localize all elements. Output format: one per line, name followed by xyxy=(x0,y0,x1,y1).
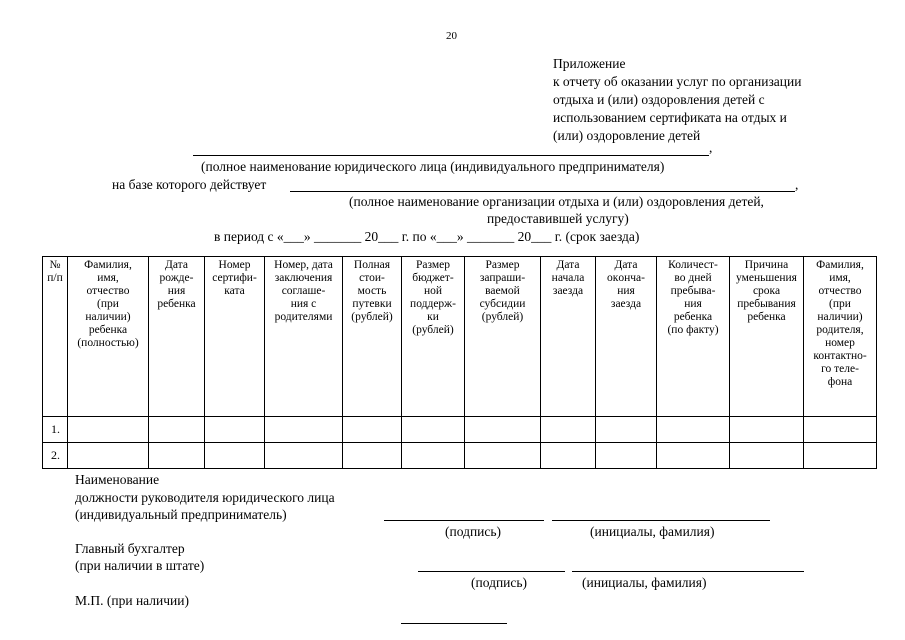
accountant-initials-line[interactable] xyxy=(572,571,804,572)
table-cell[interactable] xyxy=(730,443,804,469)
appendix-line: отдыха и (или) оздоровления детей с xyxy=(553,92,765,107)
table-cell[interactable] xyxy=(596,443,657,469)
table-cell[interactable] xyxy=(402,417,465,443)
head-signature-line[interactable] xyxy=(384,520,544,521)
base-label: на базе которого действует xyxy=(112,177,267,192)
base-organization-line[interactable] xyxy=(290,191,795,192)
column-header: Дата oкoнча- ния заезда xyxy=(596,257,657,417)
table-cell[interactable] xyxy=(68,417,149,443)
column-header: Фамилия, имя, отчество (при наличии) ребенка (полностью) xyxy=(68,257,149,417)
base-line-comma: , xyxy=(795,177,799,192)
column-header: Дата начала заезда xyxy=(541,257,596,417)
table-header-row xyxy=(43,257,877,417)
table-cell[interactable] xyxy=(265,417,343,443)
column-header: Номер сертифи- ката xyxy=(205,257,265,417)
table-cell[interactable] xyxy=(205,417,265,443)
report-table xyxy=(42,256,877,469)
column-header: Количест- во дней пребыва- ния ребенка (по факту) xyxy=(657,257,730,417)
table-cell[interactable] xyxy=(343,417,402,443)
column-header: Причина уменьшения срока пребывания ребенка xyxy=(730,257,804,417)
table-cell[interactable] xyxy=(804,443,877,469)
table-cell[interactable] xyxy=(343,443,402,469)
column-header: Номер, дата заключения соглаше- ния с родителями xyxy=(265,257,343,417)
row-number: 2. xyxy=(43,443,68,469)
column-header: Дата рожде- ния ребенка xyxy=(149,257,205,417)
entity-name-line[interactable] xyxy=(193,155,709,156)
head-signature-caption: (подпись) xyxy=(445,524,502,539)
table-cell[interactable] xyxy=(657,417,730,443)
column-header: Размер запраши- ваемой субсидии (рублей) xyxy=(465,257,541,417)
head-position-title: Наименование xyxy=(75,472,160,487)
appendix-title: Приложение xyxy=(553,56,626,71)
table-cell[interactable] xyxy=(657,443,730,469)
table-cell[interactable] xyxy=(730,417,804,443)
table-cell[interactable] xyxy=(596,417,657,443)
entity-line-comma: , xyxy=(709,140,713,155)
base-caption-line1: (полное наименование организации отдыха и (или) оздоровления детей, xyxy=(349,194,764,209)
table-cell[interactable] xyxy=(265,443,343,469)
row-number: 1. xyxy=(43,417,68,443)
accountant-initials-caption: (инициалы, фамилия) xyxy=(582,575,707,590)
table-cell[interactable] xyxy=(804,417,877,443)
entity-caption: (полное наименование юридического лица (индивидуального предпринимателя) xyxy=(201,159,665,174)
period-line: в период с «___» _______ 20___ г. по «___» _______ 20___ г. (срок заезда) xyxy=(214,229,640,244)
appendix-line: к отчету об оказании услуг по организации xyxy=(553,74,802,89)
column-header: Размер бюджет- ной поддерж- ки (рублей) xyxy=(402,257,465,417)
appendix-line: использованием сертификата на отдых и xyxy=(553,110,787,125)
page-number: 20 xyxy=(446,30,457,42)
head-initials-line[interactable] xyxy=(552,520,770,521)
appendix-block xyxy=(553,55,801,145)
table-cell[interactable] xyxy=(541,443,596,469)
table-cell[interactable] xyxy=(205,443,265,469)
table-row xyxy=(43,443,877,469)
stamp-label: М.П. (при наличии) xyxy=(75,593,189,608)
base-caption-line2: предоставившей услугу) xyxy=(487,211,629,226)
head-position-title: должности руководителя юридического лица xyxy=(75,490,335,505)
table-cell[interactable] xyxy=(68,443,149,469)
bottom-rule xyxy=(401,623,507,624)
accountant-title: Главный бухгалтер xyxy=(75,541,185,556)
accountant-title: (при наличии в штате) xyxy=(75,558,205,573)
column-header: Фамилия, имя, отчество (при наличии) родителя, номер контактно- го теле- фона xyxy=(804,257,877,417)
table-row xyxy=(43,417,877,443)
column-header: № п/п xyxy=(43,257,68,417)
head-position-title: (индивидуальный предприниматель) xyxy=(75,507,287,522)
appendix-line: (или) оздоровление детей xyxy=(553,128,701,143)
table-cell[interactable] xyxy=(541,417,596,443)
accountant-signature-line[interactable] xyxy=(418,571,565,572)
head-initials-caption: (инициалы, фамилия) xyxy=(590,524,715,539)
table-cell[interactable] xyxy=(149,443,205,469)
table-cell[interactable] xyxy=(465,443,541,469)
table-cell[interactable] xyxy=(149,417,205,443)
accountant-signature-caption: (подпись) xyxy=(471,575,528,590)
column-header: Полная стои- мость путевки (рублей) xyxy=(343,257,402,417)
table-cell[interactable] xyxy=(465,417,541,443)
table-cell[interactable] xyxy=(402,443,465,469)
